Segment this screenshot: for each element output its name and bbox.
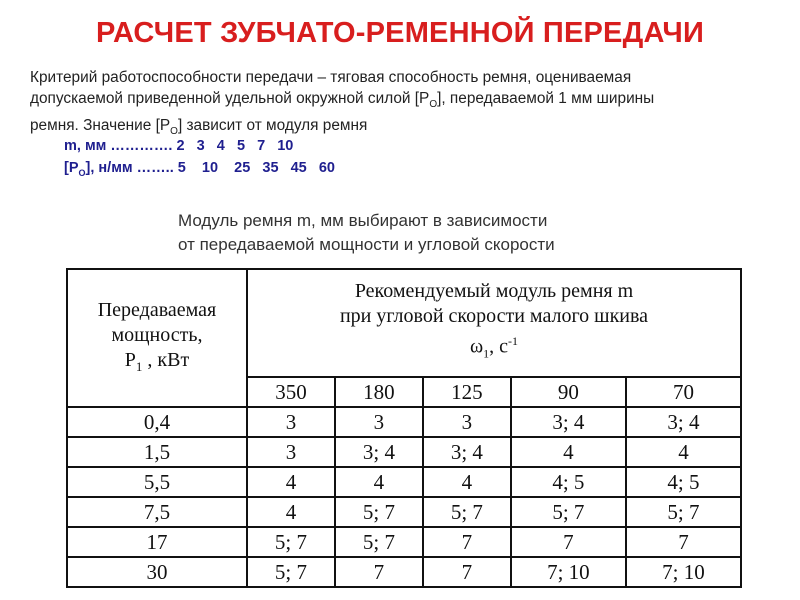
- force-row-prefix: [P: [64, 160, 79, 176]
- power-cell: 0,4: [67, 407, 247, 437]
- omega-subscript: 1: [483, 346, 490, 361]
- power-header-line-3: [68, 348, 246, 379]
- module-cell: 5; 7: [511, 497, 626, 527]
- omega-symbol: ω: [469, 335, 484, 358]
- criterion-paragraph: [30, 67, 780, 142]
- module-cell: 4; 5: [626, 467, 741, 497]
- power-header-line-1: Передаваемая: [97, 298, 217, 321]
- module-cell: 7; 10: [511, 557, 626, 587]
- module-cell: 7: [335, 557, 423, 587]
- module-cell: 5; 7: [335, 497, 423, 527]
- module-header-line-3: [248, 329, 740, 367]
- table-row: [67, 527, 741, 557]
- table-row: [67, 437, 741, 467]
- module-cell: 4: [423, 467, 511, 497]
- page-title: РАСЧЕТ ЗУБЧАТО-РЕМЕННОЙ ПЕРЕДАЧИ: [95, 17, 705, 49]
- paragraph-line-2-subscript: O: [429, 99, 438, 111]
- speed-header-cell: 350: [247, 377, 335, 407]
- power-column-header: [67, 269, 247, 407]
- omega-unit: , с: [489, 335, 509, 358]
- speed-header-cell: 180: [335, 377, 423, 407]
- speed-header-cell: 125: [423, 377, 511, 407]
- module-header-line-1: Рекомендуемый модуль ремня m: [354, 280, 634, 303]
- module-cell: 3: [247, 437, 335, 467]
- table-row: [67, 407, 741, 437]
- module-cell: 7: [423, 527, 511, 557]
- paragraph-line-3-subscript: O: [170, 126, 178, 138]
- module-cell: 5; 7: [247, 527, 335, 557]
- power-header-symbol: P: [124, 348, 136, 371]
- module-cell: 5; 7: [247, 557, 335, 587]
- module-values-row: m, мм …………. 2 3 4 5 7 10: [64, 138, 294, 154]
- module-cell: 4: [511, 437, 626, 467]
- module-cell: 5; 7: [423, 497, 511, 527]
- module-selection-table: [66, 268, 742, 588]
- speed-header-cell: 90: [511, 377, 626, 407]
- module-cell: 3; 4: [335, 437, 423, 467]
- module-cell: 5; 7: [335, 527, 423, 557]
- module-cell: 4: [626, 437, 741, 467]
- caption-line-1: Модуль ремня m, мм выбирают в зависимости: [178, 211, 548, 230]
- module-cell: 3: [423, 407, 511, 437]
- power-cell: 17: [67, 527, 247, 557]
- force-row-subscript: O: [78, 167, 86, 178]
- paragraph-line-3-text-b: ] зависит от модуля ремня: [177, 117, 368, 135]
- power-cell: 7,5: [67, 497, 247, 527]
- module-cell: 4: [247, 497, 335, 527]
- power-cell: 5,5: [67, 467, 247, 497]
- paragraph-line-1: Критерий работоспособности передачи – тяговая способность ремня, оцениваемая: [30, 69, 632, 86]
- module-cell: 3; 4: [511, 407, 626, 437]
- paragraph-line-2-text-a: допускаемой приведенной удельной окружной силой [P: [30, 90, 430, 107]
- power-cell: 1,5: [67, 437, 247, 467]
- module-cell: 4: [335, 467, 423, 497]
- paragraph-line-2-text-b: ], передаваемой 1 мм ширины: [437, 90, 655, 107]
- module-cell: 5; 7: [626, 497, 741, 527]
- module-cell: 4; 5: [511, 467, 626, 497]
- power-header-subscript: 1: [135, 358, 143, 374]
- force-values-row: [64, 160, 335, 178]
- module-cell: 7: [626, 527, 741, 557]
- module-cell: 3: [335, 407, 423, 437]
- power-header-unit: , кВт: [142, 348, 190, 371]
- module-cell: 3: [247, 407, 335, 437]
- module-cell: 7: [423, 557, 511, 587]
- module-header-line-2: при угловой скорости малого шкива: [339, 305, 649, 328]
- paragraph-line-3-text-a: ремня. Значение [P: [30, 117, 171, 135]
- module-column-header: [247, 269, 741, 377]
- power-header-line-2: мощность,: [111, 323, 203, 346]
- speed-header-cell: 70: [626, 377, 741, 407]
- omega-unit-exponent: -1: [508, 334, 519, 349]
- module-cell: 4: [247, 467, 335, 497]
- module-cell: 3; 4: [626, 407, 741, 437]
- force-row-text: ], н/мм …….. 5 10 25 35 45 60: [85, 160, 335, 176]
- table-row: [67, 467, 741, 497]
- caption-line-2: от передаваемой мощности и угловой скорости: [178, 235, 555, 254]
- table-row: [67, 497, 741, 527]
- module-cell: 3; 4: [423, 437, 511, 467]
- paragraph-line-2: [30, 88, 780, 115]
- table-header-row: [67, 269, 741, 377]
- module-cell: 7; 10: [626, 557, 741, 587]
- power-cell: 30: [67, 557, 247, 587]
- module-cell: 7: [511, 527, 626, 557]
- table-row: [67, 557, 741, 587]
